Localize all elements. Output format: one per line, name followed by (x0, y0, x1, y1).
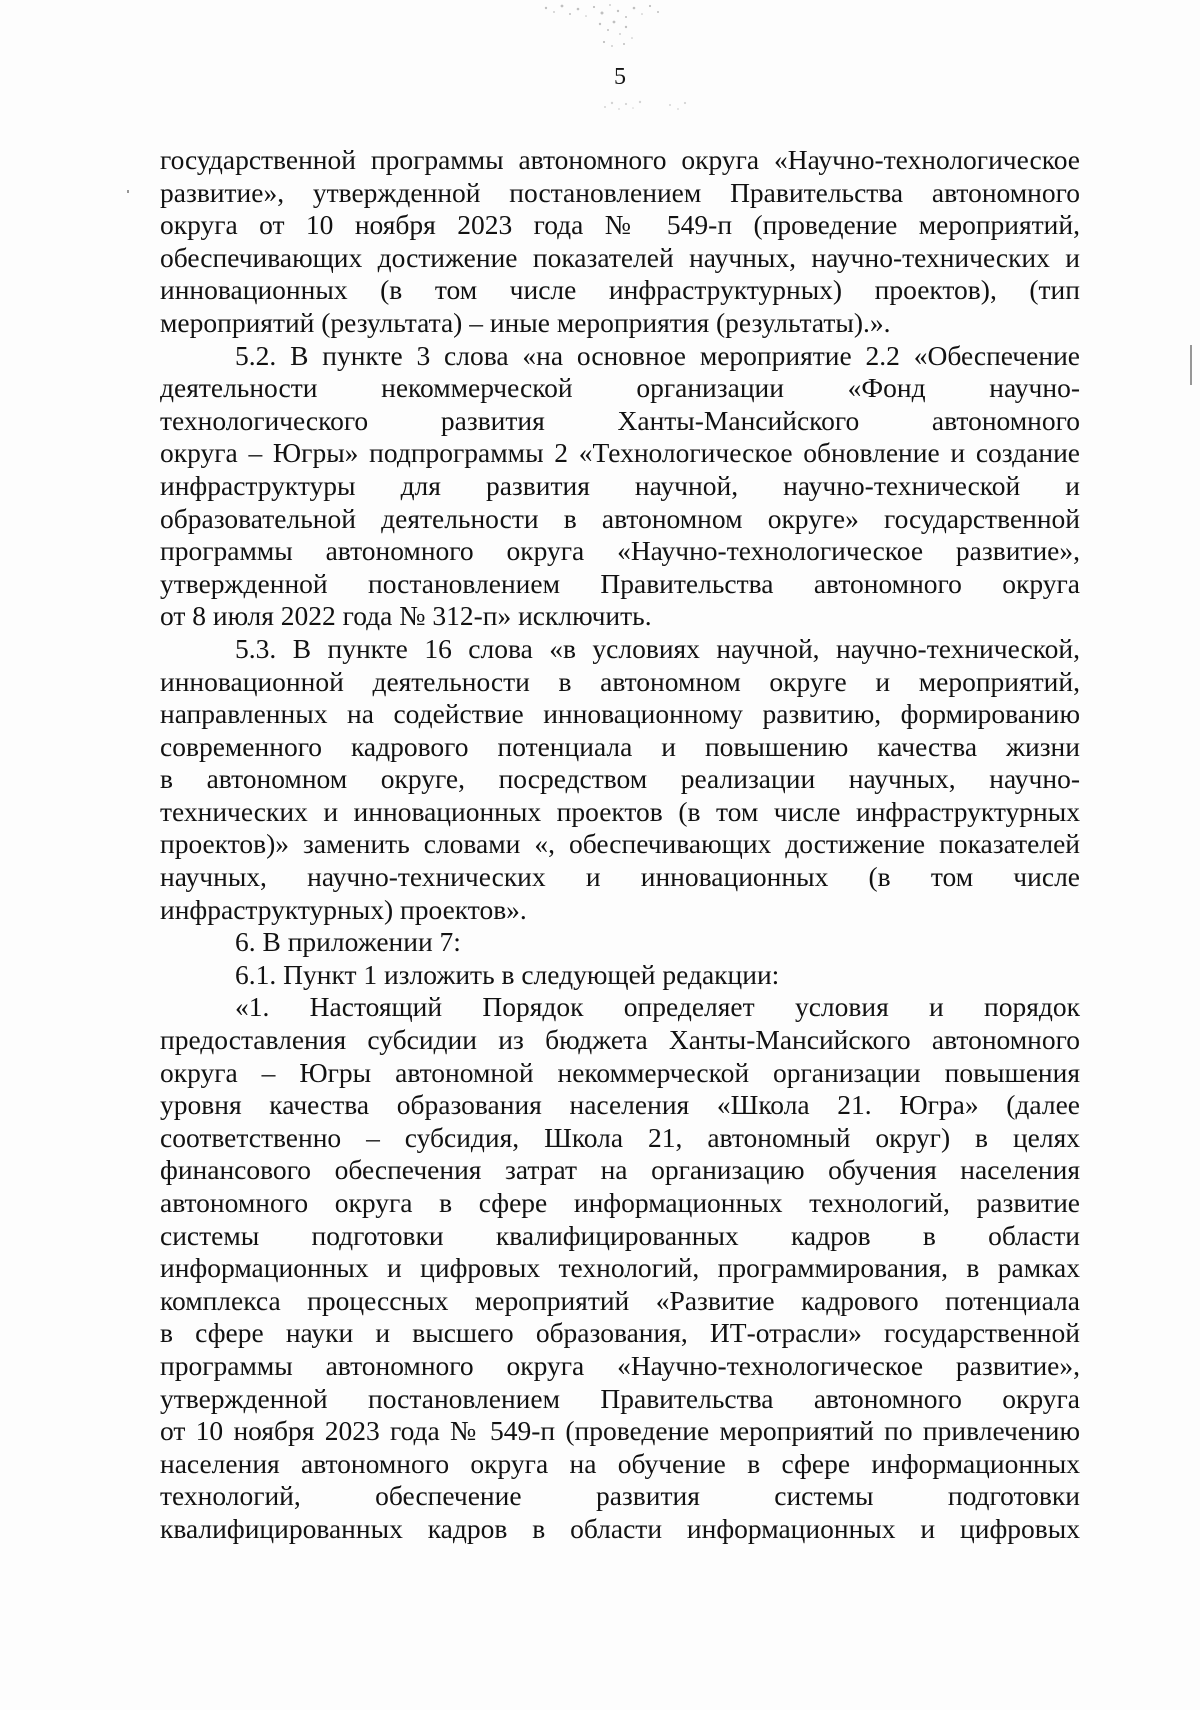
text-line: комплекса процессных мероприятий «Развитие кадрового потенциала (160, 1284, 1080, 1316)
text-line: в автономном округе, посредством реализации научных, научно- (160, 763, 1080, 795)
page-number: 5 (614, 64, 626, 90)
text-line: 5.2. В пункте 3 слова «на основное мероприятие 2.2 «Обеспечение (235, 339, 1080, 371)
text-line: финансового обеспечения затрат на организацию обучения населения (160, 1154, 1080, 1186)
text-line: 6. В приложении 7: (235, 926, 461, 958)
text-line: утвержденной постановлением Правительства автономного округа (160, 1382, 1080, 1414)
text-line: соответственно – субсидия, Школа 21, автономный округ) в целях (160, 1121, 1080, 1153)
text-line: направленных на содействие инновационному развитию, формированию (160, 698, 1080, 730)
text-line: обеспечивающих достижение показателей научных, научно-технических и (160, 241, 1080, 273)
text-line: «1. Настоящий Порядок определяет условия и порядок (235, 991, 1080, 1023)
text-line: информационных и цифровых технологий, программирования, в рамках (160, 1252, 1080, 1284)
text-line: деятельности некоммерческой организации «Фонд научно- (160, 372, 1080, 404)
margin-mark-right-1 (1190, 345, 1192, 385)
margin-mark-left-1 (127, 190, 129, 193)
text-line: инфраструктуры для развития научной, научно-технической и (160, 469, 1080, 501)
text-line: технологий, обеспечение развития системы подготовки (160, 1480, 1080, 1512)
text-line: от 10 ноября 2023 года № 549-п (проведение мероприятий по привлечению (160, 1415, 1080, 1447)
text-line: технологического развития Ханты-Мансийского автономного (160, 404, 1080, 436)
text-line: современного кадрового потенциала и повышению качества жизни (160, 730, 1080, 762)
text-line: мероприятий (результата) – иные мероприятия (результаты).». (160, 306, 891, 338)
text-line: 6.1. Пункт 1 изложить в следующей редакции: (235, 958, 780, 990)
document-body (160, 144, 1080, 1546)
text-line: квалифицированных кадров в области информационных и цифровых (160, 1512, 1080, 1544)
text-line: развитие», утвержденной постановлением Правительства автономного (160, 176, 1080, 208)
text-line: проектов)» заменить словами «, обеспечивающих достижение показателей (160, 828, 1080, 860)
text-line: инфраструктурных) проектов». (160, 893, 527, 925)
text-line: программы автономного округа «Научно-технологическое развитие», (160, 535, 1080, 567)
text-line: инновационной деятельности в автономном округе и мероприятий, (160, 665, 1080, 697)
text-line: округа – Югры» подпрограммы 2 «Технологическое обновление и создание (160, 437, 1080, 469)
text-line: инновационных (в том числе инфраструктурных) проектов), (тип (160, 274, 1080, 306)
text-line: научных, научно-технических и инновационных (в том числе (160, 861, 1080, 893)
text-line: округа от 10 ноября 2023 года № 549-п (проведение мероприятий, (160, 209, 1080, 241)
text-line: уровня качества образования населения «Школа 21. Югра» (далее (160, 1089, 1080, 1121)
scan-noise-mid (600, 95, 700, 117)
text-line: системы подготовки квалифицированных кадров в области (160, 1219, 1080, 1251)
text-line: технических и инновационных проектов (в том числе инфраструктурных (160, 795, 1080, 827)
text-line: округа – Югры автономной некоммерческой организации повышения (160, 1056, 1080, 1088)
text-line: от 8 июля 2022 года № 312-п» исключить. (160, 600, 652, 632)
text-line: программы автономного округа «Научно-технологическое развитие», (160, 1349, 1080, 1381)
scan-noise-top (540, 0, 670, 60)
text-line: в сфере науки и высшего образования, ИТ-отрасли» государственной (160, 1317, 1080, 1349)
text-line: автономного округа в сфере информационных технологий, развитие (160, 1187, 1080, 1218)
text-line: государственной программы автономного округа «Научно-технологическое (160, 144, 1080, 175)
text-line: населения автономного округа на обучение в сфере информационных (160, 1447, 1080, 1479)
text-line: 5.3. В пункте 16 слова «в условиях научной, научно-технической, (235, 632, 1080, 664)
text-line: предоставления субсидии из бюджета Ханты-Мансийского автономного (160, 1024, 1080, 1056)
text-line: утвержденной постановлением Правительства автономного округа (160, 567, 1080, 599)
text-line: образовательной деятельности в автономном округе» государственной (160, 502, 1080, 534)
